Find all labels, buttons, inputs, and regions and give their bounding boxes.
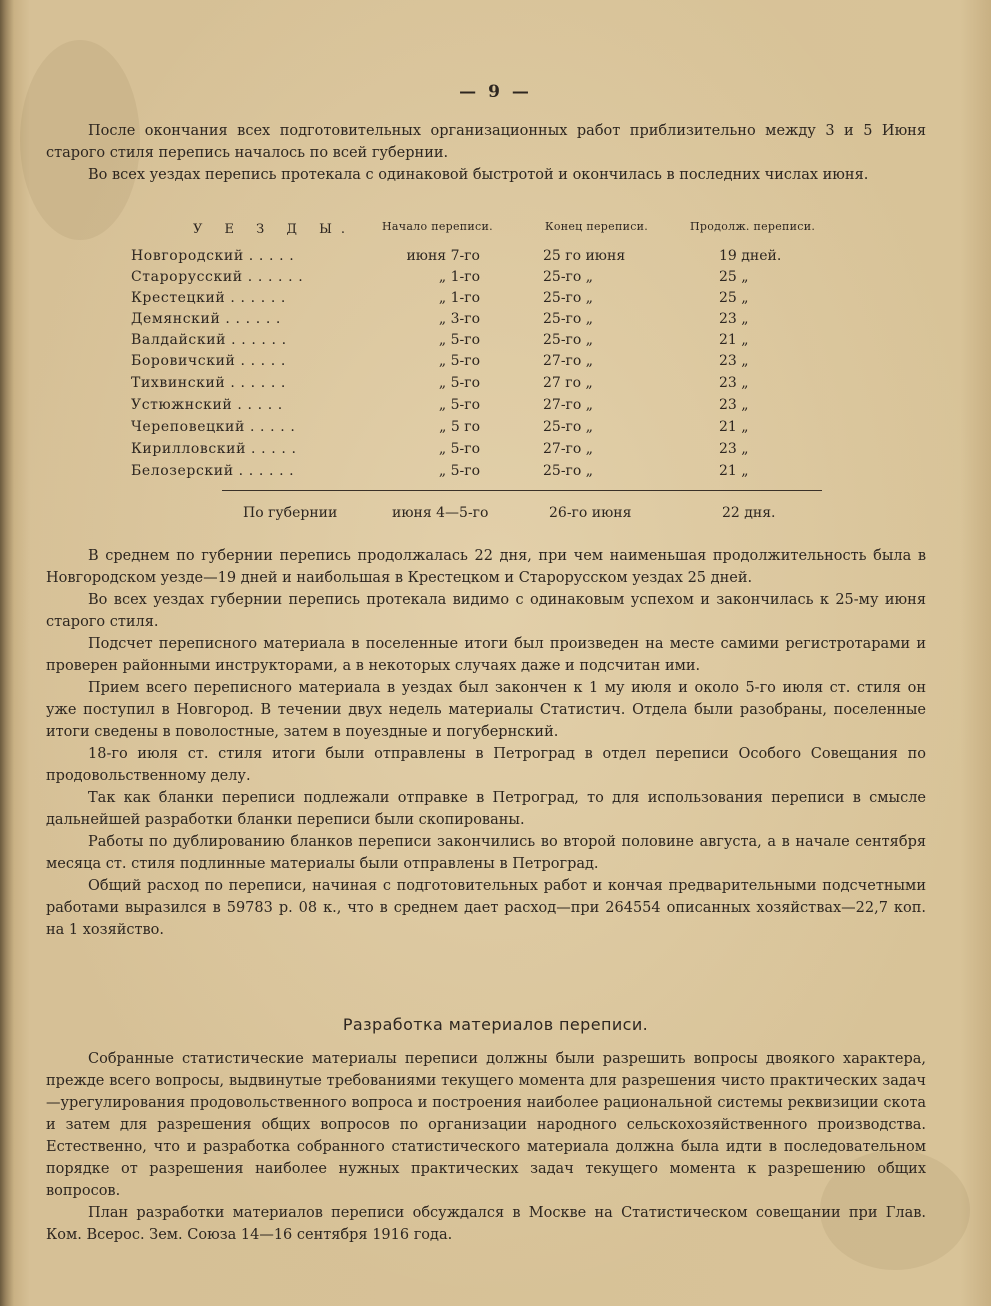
row-end: 25-го „ (543, 463, 594, 479)
row-end: 27-го „ (543, 353, 594, 369)
row-duration: 21 „ (719, 463, 749, 479)
row-end: 25 го июня (543, 248, 626, 264)
row-start: „ 1-го (438, 290, 480, 306)
paragraph: Во всех уездах губернии перепись протекала видимо с одинаковым успехом и закончилась к 25-му июня старого стиля. (46, 592, 926, 630)
page-number: — 9 — (459, 82, 532, 102)
row-start: „ 5-го (438, 353, 480, 369)
row-uyezd: Устюжнский . . . . . (131, 397, 283, 413)
row-duration: 23 „ (719, 353, 749, 369)
paragraph: План разработки материалов переписи обсуждался в Москве на Статистическом совещании при Глав. Ком. Всерос. Зем. Союза 14—16 сентября 1916 года. (46, 1205, 926, 1243)
row-uyezd: Демянский . . . . . . (131, 311, 281, 327)
total-end: 26-го июня (549, 505, 632, 521)
row-start: „ 5-го (438, 441, 480, 457)
row-duration: 23 „ (719, 375, 749, 391)
row-end: 27-го „ (543, 441, 594, 457)
table-row (0, 375, 991, 397)
table-row (0, 353, 991, 375)
row-duration: 23 „ (719, 397, 749, 413)
row-start: „ 1-го (438, 269, 480, 285)
row-end: 25-го „ (543, 332, 594, 348)
table-row (0, 269, 991, 291)
table-divider (222, 490, 822, 491)
paragraph: 18-го июля ст. стиля итоги были отправлены в Петроград в отдел переписи Особого Совещания по продовольственному делу. (46, 746, 926, 784)
row-start: „ 5 го (439, 419, 480, 435)
row-uyezd: Череповецкий . . . . . (131, 419, 296, 435)
section-title: Разработка материалов переписи. (342, 1015, 649, 1034)
table-row (0, 397, 991, 419)
row-start: „ 5-го (438, 397, 480, 413)
row-uyezd: Крестецкий . . . . . . (131, 290, 286, 306)
row-duration: 25 „ (719, 290, 749, 306)
row-uyezd: Кирилловский . . . . . (131, 441, 297, 457)
header-end: Конец переписи. (545, 220, 649, 233)
row-end: 25-го „ (543, 311, 594, 327)
table-row (0, 419, 991, 441)
table-total-row (0, 505, 991, 527)
table-row (0, 463, 991, 485)
row-uyezd: Валдайский . . . . . . (131, 332, 287, 348)
total-start: июня 4—5-го (392, 505, 489, 521)
row-duration: 23 „ (719, 311, 749, 327)
row-end: 25-го „ (543, 269, 594, 285)
row-end: 27-го „ (543, 397, 594, 413)
row-start: „ 5-го (438, 332, 480, 348)
row-duration: 21 „ (719, 332, 749, 348)
table-row (0, 248, 991, 270)
row-start: „ 5-го (438, 463, 480, 479)
row-start: „ 3-го (438, 311, 480, 327)
header-start: Начало переписи. (382, 220, 493, 233)
row-uyezd: Старорусский . . . . . . (131, 269, 304, 285)
row-start: июня 7-го (406, 248, 480, 264)
row-uyezd: Новгородский . . . . . (131, 248, 295, 264)
paragraph: Прием всего переписного материала в уездах был закончен к 1 му июля и около 5-го июля ст. стиля он уже поступил в Новгород. В течении двух недель материалы Статистич. Отдела были разобраны, поселенные итоги сведены в поволостные, затем в поуездные и погубернский. (46, 680, 926, 740)
header-uyezdy: У Е З Д Ы. (193, 222, 355, 237)
paragraph: Подсчет переписного материала в поселенные итоги был произведен на месте самими регистротарами и проверен районными инструкторами, а в некоторых случаях даже и подсчитан ими. (46, 636, 926, 674)
row-uyezd: Белозерский . . . . . . (131, 463, 295, 479)
row-duration: 25 „ (719, 269, 749, 285)
paragraph: Собранные статистические материалы переписи должны были разрешить вопросы двоякого характера, прежде всего вопросы, выдвинутые требованиями текущего момента для разрешения чисто практических задач—урегулирования продовольственного вопроса и построения наиболее рациональной системы реквизиции скота и затем для разрешения общих вопросов по организации народного сельскохозяйственного производства. Естественно, что и разработка собранного статистического материала должна была идти в последовательном порядке от разрешения наиболее нужных практических задач текущего момента к разрешению общих вопросов. (46, 1051, 926, 1199)
body-text (46, 545, 926, 941)
paragraph: Так как бланки переписи подлежали отправке в Петроград, то для использования переписи в смысле дальнейшей разработки бланки переписи были скопированы. (46, 790, 926, 828)
paragraph: Во всех уездах перепись протекала с одинаковой быстротой и окончилась в последних числах июня. (88, 167, 869, 183)
total-duration: 22 дня. (722, 505, 776, 521)
row-start: „ 5-го (438, 375, 480, 391)
table-row (0, 441, 991, 463)
row-duration: 21 „ (719, 419, 749, 435)
row-duration: 19 дней. (719, 248, 782, 264)
row-duration: 23 „ (719, 441, 749, 457)
section-text (46, 1048, 926, 1246)
row-end: 27 го „ (543, 375, 593, 391)
header-duration: Продолж. переписи. (690, 220, 816, 233)
intro-text (46, 120, 926, 186)
paragraph: После окончания всех подготовительных организационных работ приблизительно между 3 и 5 Июня старого стиля перепись началось по всей губернии. (46, 123, 926, 161)
table-row (0, 290, 991, 312)
paragraph: Общий расход по переписи, начиная с подготовительных работ и кончая предварительными подсчетными работами выразился в 59783 р. 08 к., что в среднем дает расход—при 264554 описанных хозяйствах—22,7 коп. на 1 хозяйство. (46, 878, 926, 938)
paragraph: Работы по дублированию бланков переписи закончились во второй половине августа, а в начале сентября месяца ст. стиля подлинные материалы были отправлены в Петроград. (46, 834, 926, 872)
table-row (0, 332, 991, 354)
row-end: 25-го „ (543, 419, 594, 435)
table-row (0, 311, 991, 333)
row-end: 25-го „ (543, 290, 594, 306)
total-label: По губернии (243, 505, 338, 521)
row-uyezd: Боровичский . . . . . (131, 353, 286, 369)
paragraph: В среднем по губернии перепись продолжалась 22 дня, при чем наименьшая продолжительность была в Новгородском уезде—19 дней и наибольшая в Крестецком и Старорусском уездах 25 дней. (46, 548, 926, 586)
row-uyezd: Тихвинский . . . . . . (131, 375, 286, 391)
